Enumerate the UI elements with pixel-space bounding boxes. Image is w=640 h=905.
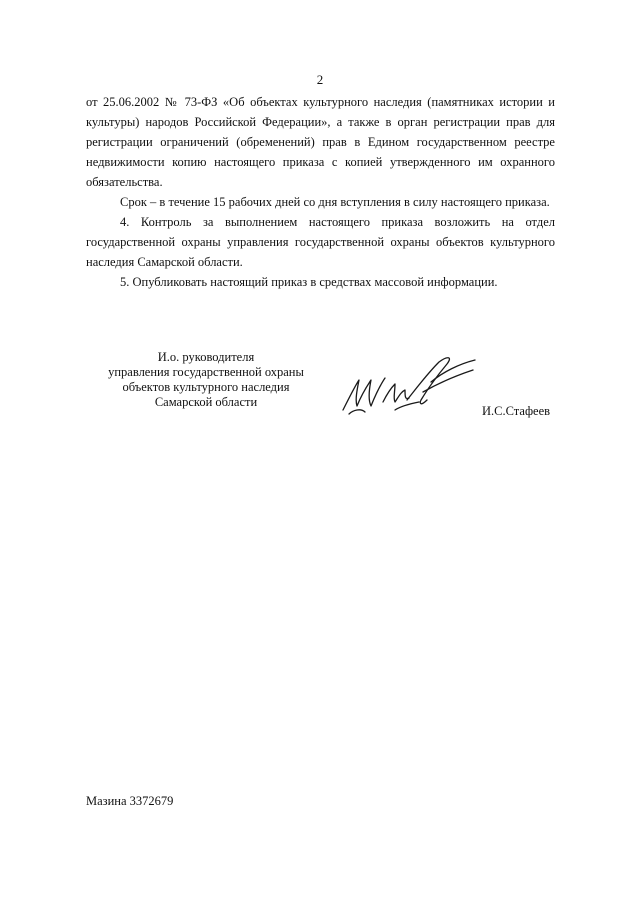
signatory-title-line-4: Самарской области xyxy=(154,395,258,409)
page-number: 2 xyxy=(316,72,324,87)
signatory-title-line-1: И.о. руководителя xyxy=(157,350,255,364)
signatory-title-line-3: объектов культурного наследия xyxy=(122,380,290,394)
paragraph-item-4: 4. Контроль за выполнением настоящего приказа возложить на отдел государственной охраны управления государственной охраны объектов культурного наследия Самарской области. xyxy=(86,215,555,269)
signer-name: И.С.Стафеев xyxy=(482,404,551,418)
signatory-title-line-2: управления государственной охраны xyxy=(108,365,304,379)
signatory-title xyxy=(76,350,336,410)
paragraph-deadline: Срок – в течение 15 рабочих дней со дня вступления в силу настоящего приказа. xyxy=(120,195,550,209)
executor-note: Мазина 3372679 xyxy=(86,794,174,808)
document-body xyxy=(86,92,555,292)
paragraph-item-5: 5. Опубликовать настоящий приказ в средствах массовой информации. xyxy=(120,275,498,289)
paragraph-continuation: от 25.06.2002 № 73-ФЗ «Об объектах культурного наследия (памятниках истории и культуры) народов Российской Федерации», а также в орган регистрации прав для регистрации ограничений (обременений) прав в Едином государственном реестре недвижимости копию настоящего приказа с копией утвержденного им охранного обязательства. xyxy=(86,95,555,189)
handwritten-signature xyxy=(335,352,485,424)
